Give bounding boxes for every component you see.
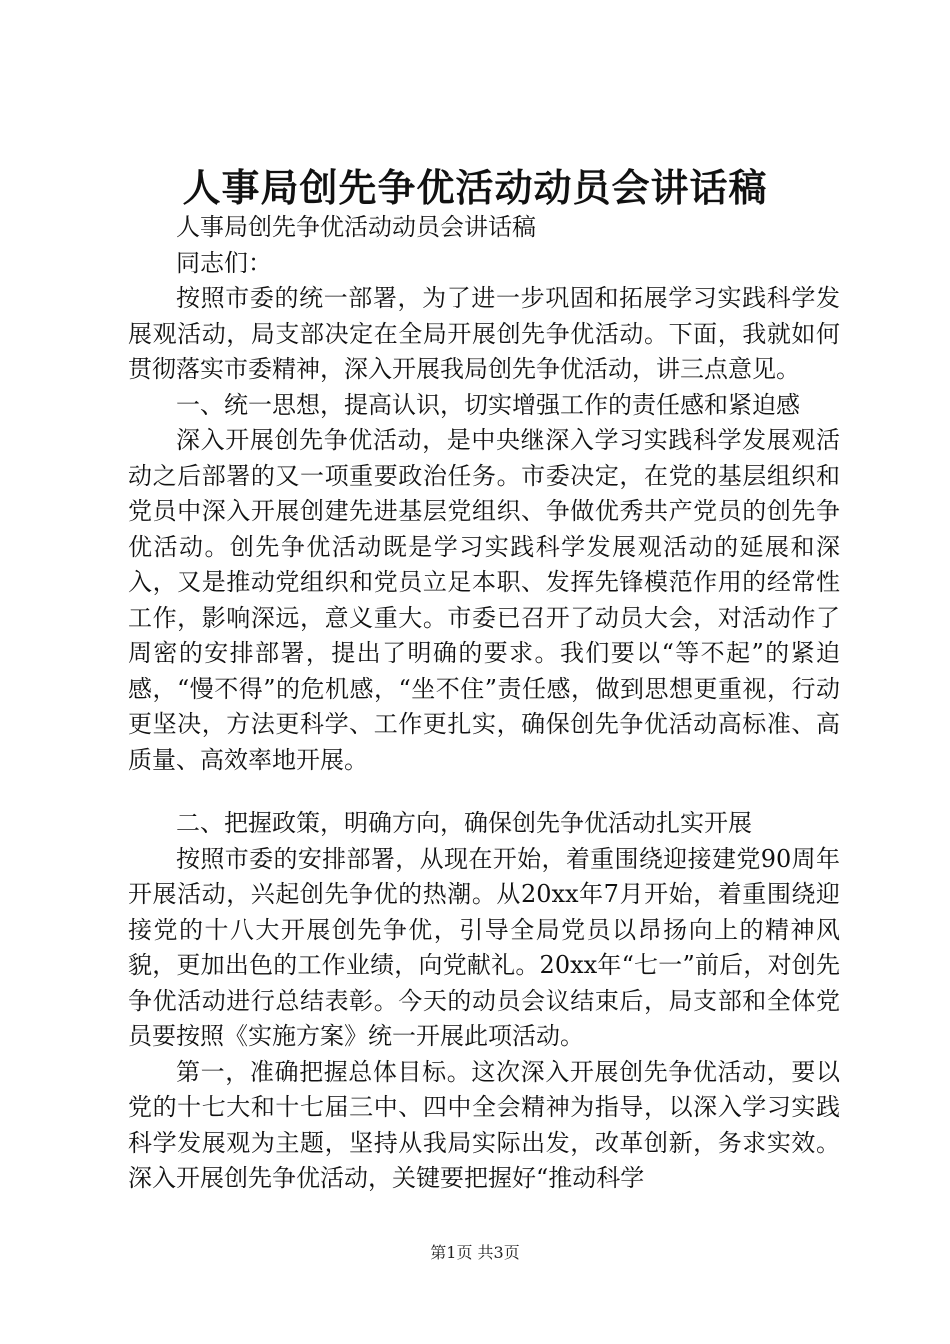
section-2-paragraph: 按照市委的安排部署，从现在开始，着重围绕迎接建党90周年开展活动，兴起创先争优的热潮。从20xx年7月开始，着重围绕迎接党的十八大开展创先争优，引导全局党员以昂扬向上的精神风貌，更加出色的工作业绩，向党献礼。20xx年“七一”前后，对创先争优活动进行总结表彰。今天的动员会议结束后，局支部和全体党员要按照《实施方案》统一开展此项活动。 (128, 844, 840, 1050)
page-indicator: 第1页 共3页 (430, 1243, 520, 1262)
subtitle-paragraph: 人事局创先争优活动动员会讲话稿 (176, 213, 536, 241)
section-1-paragraph: 深入开展创先争优活动，是中央继深入学习实践科学发展观活动之后部署的又一项重要政治任务。市委决定，在党的基层组织和党员中深入开展创建先进基层党组织、争做优秀共产党员的创先争优活动。创先争优活动既是学习实践科学发展观活动的延展和深入，又是推动党组织和党员立足本职、发挥先锋模范作用的经常性工作，影响深远，意义重大。市委已召开了动员大会，对活动作了周密的安排部署，提出了明确的要求。我们要以“等不起”的紧迫感，“慢不得”的危机感，“坐不住”责任感，做到思想更重视，行动更坚决，方法更科学、工作更扎实，确保创先争优活动高标准、高质量、高效率地开展。 (128, 426, 840, 774)
point-1-paragraph: 第一，准确把握总体目标。这次深入开展创先争优活动，要以党的十七大和十七届三中、四中全会精神为指导，以深入学习实践科学发展观为主题，坚持从我局实际出发，改革创新，务求实效。深入开展创先争优活动，关键要把握好“推动科学 (128, 1057, 840, 1192)
section-heading-1: 一、统一思想，提高认识，切实增强工作的责任感和紧迫感 (176, 390, 800, 419)
intro-paragraph: 按照市委的统一部署，为了进一步巩固和拓展学习实践科学发展观活动，局支部决定在全局开展创先争优活动。下面，我就如何贯彻落实市委精神，深入开展我局创先争优活动，讲三点意见。 (128, 284, 840, 383)
salutation-paragraph: 同志们： (176, 248, 272, 277)
document-title: 人事局创先争优活动动员会讲话稿 (182, 165, 768, 210)
document-body (128, 210, 840, 1197)
section-heading-2: 二、把握政策，明确方向，确保创先争优活动扎实开展 (176, 809, 752, 837)
